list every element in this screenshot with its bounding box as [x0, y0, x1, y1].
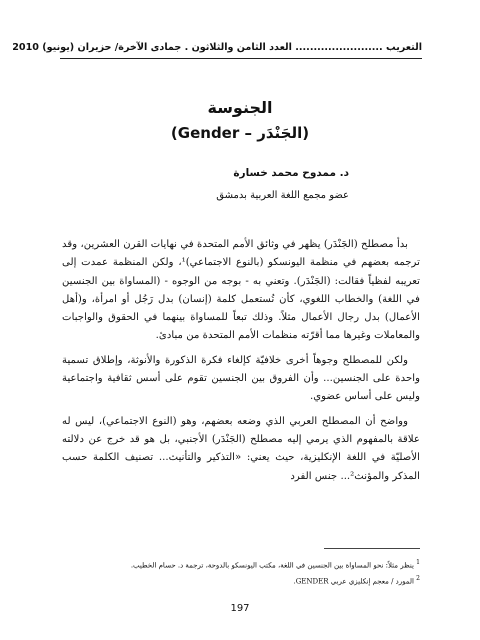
- footnote: [62, 556, 420, 572]
- body-paragraph: بدأ مصطلح (الجَنْدَر) يظهر في وثائق الأمم المتحدة في نهايات القرن العشرين، وقد ترجمه بعضهم في منظمة اليونسكو (بالنوع الاجتماعي)¹، ولكن المنظمة عمدت إلى تعريبه لفظياً فقالت: (الجَنْدَر). وتعني به - بوجه من الوجوه - (المساواة بين الجنسين في اللغة) والخطاب اللغوي، كأن تُستعمل كلمة (إنسان) بدل رَجُل أو امرأة، و(أهل الأعمال) بدل رجال الأعمال مثلاً. وذلك تبعاً للمساواة بينهما في الحقوق والواجبات والمعاملات وغيرها مما أقرّته منظمات الأمم المتحدة من مبادئ.: [62, 239, 420, 342]
- author-affiliation: عضو مجمع اللغة العربية بدمشق: [216, 190, 349, 201]
- article-body: [62, 236, 420, 492]
- article-title: الجنوسة: [207, 98, 273, 117]
- footnotes: [62, 556, 420, 589]
- footnote: [62, 572, 420, 588]
- footnote-number: 2: [416, 575, 420, 583]
- footnote-text: ينظر مثلاً: نحو المساواة بين الجنسين في اللغة، مكتب اليونسكو بالدوحة، ترجمة د. حسام الخطيب.: [130, 561, 414, 570]
- article-subtitle: (الجَنْدَر – Gender): [170, 124, 310, 142]
- footnote-divider: [324, 548, 420, 549]
- author-name: د. ممدوح محمد خسارة: [233, 167, 349, 179]
- footnote-text: المورد / معجم إنكليزي عربي GENDER.: [293, 577, 414, 586]
- journal-header: التعريب ........................ العدد الثامن والثلاثون . جمادى الآخرة/ حزيران (يونيو) 2010: [60, 42, 422, 59]
- page-number: 197: [230, 603, 250, 614]
- body-paragraph: وواضح أن المصطلح العربي الذي وضعه بعضهم، وهو (النوع الاجتماعي)، ليس له علاقة بالمفهوم الذي يرمي إليه مصطلح (الجَنْدَر) الأجنبي، بل هو قد خرج عن دلالته الأصليّة في اللغة الإنكليزية، حيث يعني: «التذكير والتأنيث... تصنيف الكلمة حسب المذكر والمؤنث²... جنس الفرد: [62, 415, 420, 482]
- footnote-number: 1: [416, 559, 420, 566]
- body-paragraph: ولكن للمصطلح وجوهاً أخرى خلافيّة كإلغاء فكرة الذكورة والأنوثة، وإطلاق تسمية واحدة على الجنسين... وأن الفروق بين الجنسين تقوم على أسس ثقافية واجتماعية وليس على أساس عضوي.: [62, 354, 420, 403]
